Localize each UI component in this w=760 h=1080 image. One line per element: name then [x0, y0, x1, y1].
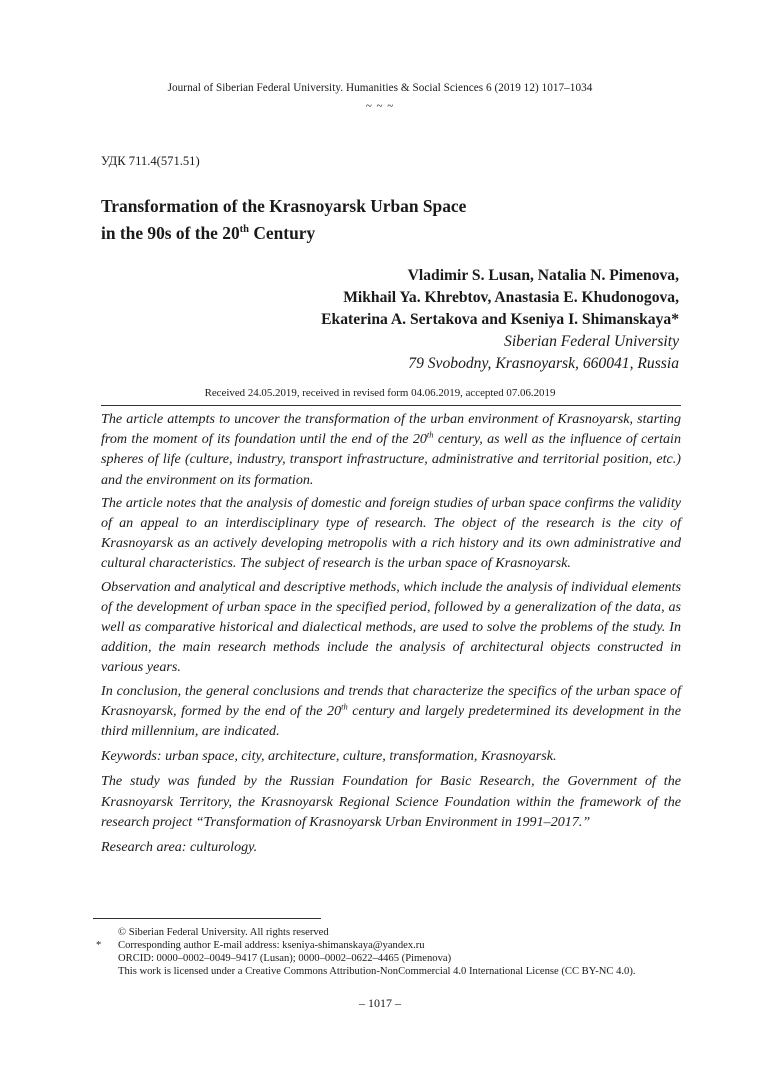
abstract-paragraph-2: The article notes that the analysis of domestic and foreign studies of urban space confirms the validity of an appeal to an interdisciplinary type of research. The object of the research is the city of Krasnoyarsk as an actively developing metropolis with a rich history and its own administrative and cultural characteristics. The subject of research is the urban space of Krasnoyarsk. [101, 494, 681, 572]
footnote-rule [93, 918, 321, 919]
keywords: Keywords: urban space, city, architecture, culture, transformation, Krasnoyarsk. [101, 748, 557, 765]
footnote-orcid: ORCID: 0000–0002–0049–9417 (Lusan); 0000–0002–0622–4465 (Pimenova) [118, 953, 452, 965]
abstract-p1-end: century, as well as the influence of certain spheres of life (culture, industry, transport infrastructure, administrative and territorial position, etc.) and the environment on its formation. [101, 431, 681, 488]
footnote-license: This work is licensed under a Creative Commons Attribution-NonCommercial 4.0 International License (CC BY-NC 4.0). [118, 966, 636, 978]
abstract-p4-end: century and largely predetermined its development in the third millennium, are indicated. [101, 702, 681, 740]
abstract-p1-text: The article attempts to uncover the transformation of the urban environment of Krasnoyarsk, starting from the moment of its foundation until the end of the 20 [101, 411, 681, 448]
footnote-corresponding [93, 939, 693, 952]
received-dates: Received 24.05.2019, received in revised form 04.06.2019, accepted 07.06.2019 [204, 387, 556, 399]
affiliation [408, 331, 679, 375]
page-number: – 1017 – [359, 996, 401, 1010]
article-title [101, 193, 661, 247]
abstract-paragraph-3: Observation and analytical and descriptive methods, which include the analysis of individual elements of the development of urban space in the specified period, followed by a generalization of the data, as well as comparative historical and dialectical methods, are used to solve the problems of the study. In addition, the main research methods include the analysis of architectural objects constructed in various years. [101, 578, 681, 676]
journal-header: Journal of Siberian Federal University. Humanities & Social Sciences 6 (2019 12) 1017–1034 [167, 82, 593, 94]
title-superscript: th [239, 224, 249, 236]
header-separator: ~ ~ ~ [365, 100, 395, 112]
research-area: Research area: culturology. [101, 839, 258, 856]
footnote-asterisk: * [96, 940, 102, 952]
abstract-paragraph-1 [101, 409, 681, 490]
author-line-3: Ekaterina A. Sertakova and Kseniya I. Shimanskaya* [321, 311, 679, 328]
title-line-2-end: Century [249, 223, 316, 243]
abstract-p1-superscript: th [426, 429, 434, 440]
corresponding-author-email: Corresponding author E-mail address: kseniya-shimanskaya@yandex.ru [118, 940, 425, 952]
udk-code: УДК 711.4(571.51) [101, 154, 200, 168]
abstract-paragraph-4 [101, 681, 681, 742]
funding-note: The study was funded by the Russian Foundation for Basic Research, the Government of the Krasnoyarsk Territory, the Krasnoyarsk Regional Science Foundation within the framework of the research project “Transformation of Krasnoyarsk Urban Environment in 1991–2017.” [101, 773, 681, 830]
title-line-2 [101, 220, 661, 247]
affiliation-address: 79 Svobodny, Krasnoyarsk, 660041, Russia [408, 355, 679, 372]
author-line-1: Vladimir S. Lusan, Natalia N. Pimenova, [407, 267, 679, 284]
abstract [101, 409, 681, 860]
abstract-p4-superscript: th [341, 701, 348, 712]
author-line-2: Mikhail Ya. Khrebtov, Anastasia E. Khudonogova, [343, 289, 679, 306]
title-line-1: Transformation of the Krasnoyarsk Urban Space [101, 196, 467, 216]
author-list [321, 265, 679, 331]
title-line-2-text: in the 90s of the 20 [101, 223, 240, 243]
affiliation-institution: Siberian Federal University [504, 333, 679, 350]
footnotes [93, 926, 693, 978]
abstract-top-rule [101, 405, 681, 406]
footnote-copyright: © Siberian Federal University. All rights reserved [118, 927, 329, 938]
abstract-p4-text: In conclusion, the general conclusions and trends that characterize the specifics of the urban space of Krasnoyarsk, formed by the end of the 20 [101, 682, 681, 719]
